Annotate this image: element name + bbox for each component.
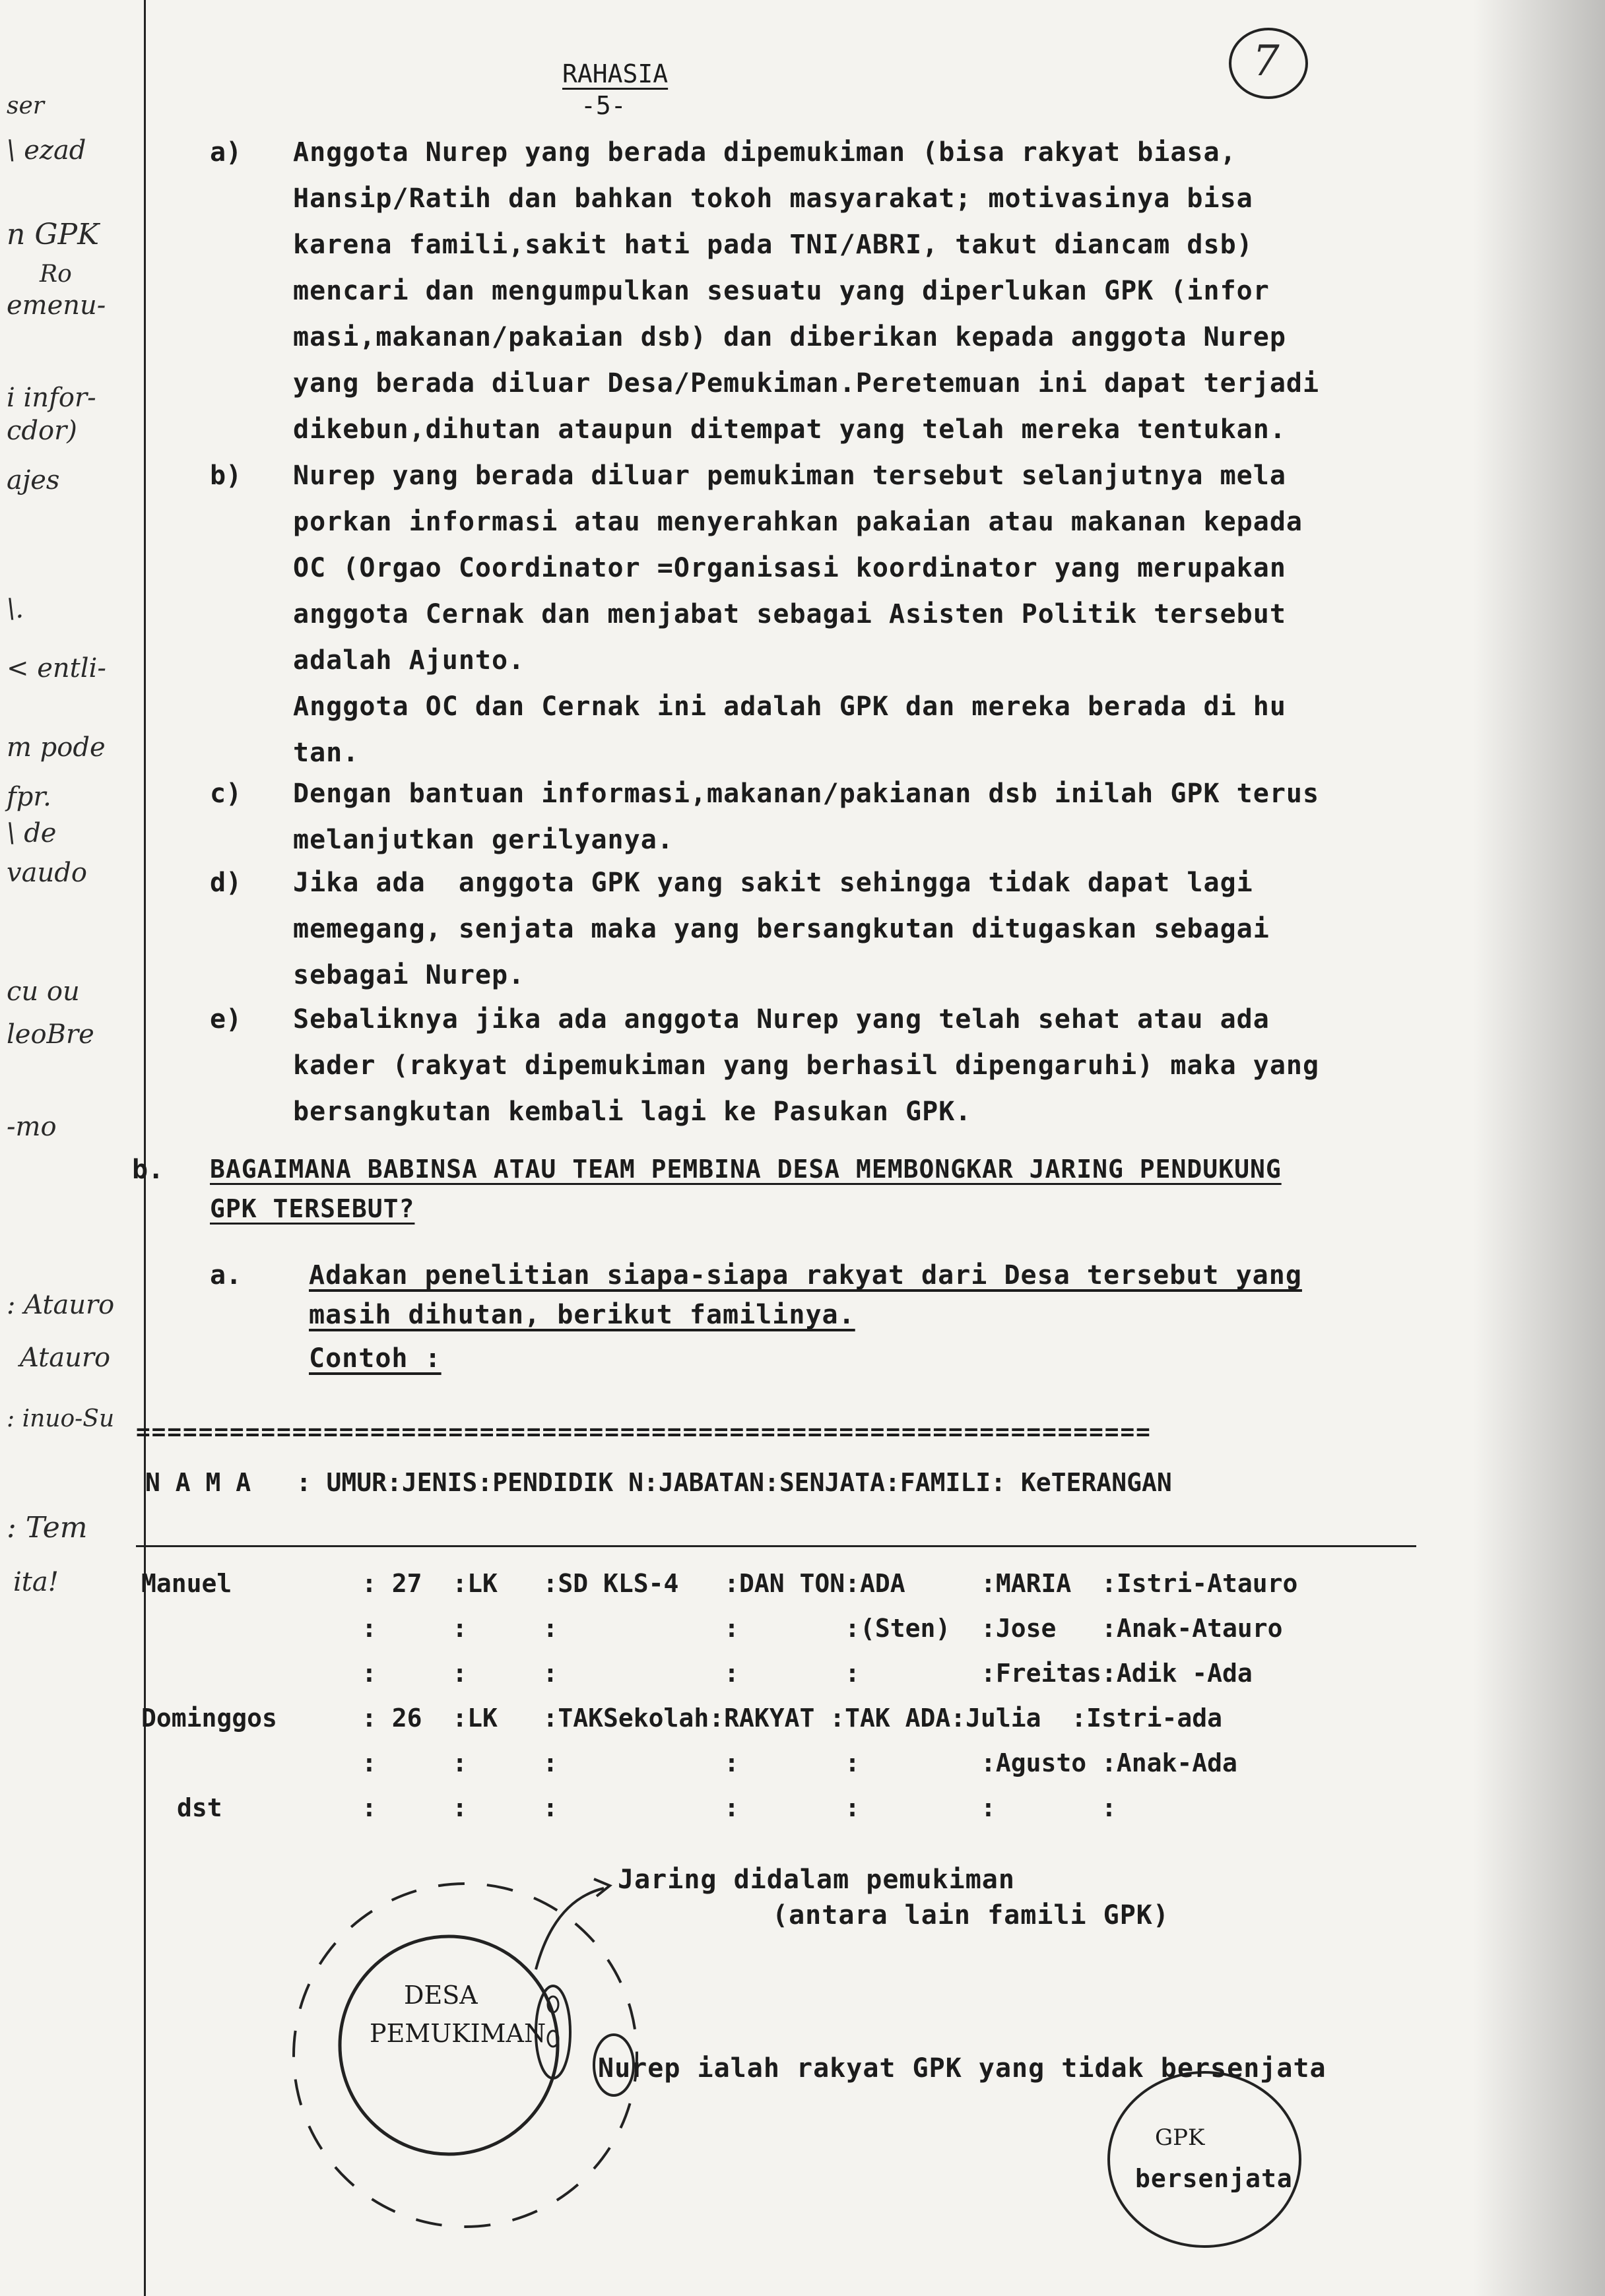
text-line: Hansip/Ratih dan bahkan tokoh masyarakat; motivasinya bisa <box>293 183 1253 214</box>
margin-note: : inuo-Su <box>7 1405 115 1432</box>
table-row: : : : : : :Agusto :Anak-Ada <box>362 1748 1237 1777</box>
margin-note: \ ezad <box>7 135 86 166</box>
nurep-definition: Nurep ialah rakyat GPK yang tidak bersenjata <box>598 2053 1327 2084</box>
diagram-caption: (antara lain famili GPK) <box>772 1900 1169 1930</box>
text-line: yang berada diluar Desa/Pemukiman.Peretemuan ini dapat terjadi <box>293 368 1320 399</box>
table-row-name: Dominggos <box>141 1704 277 1733</box>
margin-note: i infor- <box>7 383 96 413</box>
margin-note: \. <box>7 594 24 624</box>
table-row-name: dst <box>177 1793 222 1822</box>
item-marker: a) <box>210 137 242 168</box>
diagram-caption: Jaring didalam pemukiman <box>618 1865 1015 1895</box>
page-number: -5- <box>581 91 626 120</box>
table-rule: ================================================================= <box>136 1419 1152 1446</box>
margin-note: -mo <box>7 1112 57 1142</box>
margin-note: < entli- <box>7 653 106 684</box>
text-line: anggota Cernak dan menjabat sebagai Asisten Politik tersebut <box>293 599 1286 629</box>
circled-number-text: 7 <box>1253 37 1280 86</box>
text-line: kader (rakyat dipemukiman yang berhasil dipengaruhi) maka yang <box>293 1050 1320 1081</box>
example-label: Contoh : <box>309 1343 442 1374</box>
gpk-label: GPK <box>1155 2124 1205 2151</box>
table-row-name: Manuel <box>141 1569 232 1598</box>
table-header: N A M A : UMUR:JENIS:PENDIDIK N:JABATAN:SENJATA:FAMILI: KeTERANGAN <box>145 1468 1172 1497</box>
item-marker: c) <box>210 779 242 809</box>
text-line: sebagai Nurep. <box>293 960 525 990</box>
section-heading-line: GPK TERSEBUT? <box>210 1194 415 1223</box>
gpk-circle <box>1109 2072 1300 2247</box>
table-row: : : : : : : : <box>362 1793 1117 1822</box>
text-line: porkan informasi atau menyerahkan pakaian atau makanan kepada <box>293 507 1303 537</box>
gpk-label: bersenjata <box>1135 2164 1293 2193</box>
text-line: bersangkutan kembali lagi ke Pasukan GPK. <box>293 1097 972 1127</box>
margin-note: : Atauro <box>7 1290 115 1320</box>
margin-note: \ de <box>7 818 57 848</box>
section-marker: b. <box>132 1155 164 1185</box>
sub-text-line: Adakan penelitian siapa-siapa rakyat dari Desa tersebut yang <box>309 1260 1302 1291</box>
text-line: masi,makanan/pakaian dsb) dan diberikan kepada anggota Nurep <box>293 322 1286 352</box>
margin-note: cu ou <box>7 976 80 1007</box>
outer-dashed-circle <box>294 1884 637 2227</box>
margin-note: : Tem <box>7 1511 88 1545</box>
table-row: : : : : : :Freitas:Adik -Ada <box>362 1659 1253 1688</box>
text-line: karena famili,sakit hati pada TNI/ABRI, takut diancam dsb) <box>293 230 1253 260</box>
table-row: : 26 :LK :TAKSekolah:RAKYAT :TAK ADA:Julia :Istri-ada <box>362 1704 1223 1733</box>
text-line: OC (Orgao Coordinator =Organisasi koordinator yang merupakan <box>293 553 1286 583</box>
margin-note: cdor) <box>7 416 77 446</box>
margin-note: emenu- <box>7 290 106 321</box>
margin-note: ser <box>7 92 44 119</box>
village-label: DESA <box>404 1981 478 2010</box>
margin-note: ita! <box>13 1567 59 1597</box>
item-marker: b) <box>210 461 242 491</box>
text-line: memegang, senjata maka yang bersangkutan ditugaskan sebagai <box>293 914 1270 944</box>
margin-note: n GPK <box>7 218 99 251</box>
table-row: : : : : :(Sten) :Jose :Anak-Atauro <box>362 1614 1283 1643</box>
text-line: Anggota OC dan Cernak ini adalah GPK dan mereka berada di hu <box>293 691 1286 722</box>
item-marker: d) <box>210 868 242 898</box>
arrow-line <box>536 1888 604 1969</box>
text-line: tan. <box>293 738 360 768</box>
sub-marker: a. <box>210 1260 242 1291</box>
margin-note: Atauro <box>20 1343 111 1373</box>
sub-text-line: masih dihutan, berikut familinya. <box>309 1300 855 1330</box>
table-row: : 27 :LK :SD KLS-4 :DAN TON:ADA :MARIA :Istri-Atauro <box>362 1569 1298 1598</box>
text-line: adalah Ajunto. <box>293 645 525 676</box>
text-line: dikebun,dihutan ataupun ditempat yang telah mereka tentukan. <box>293 414 1286 445</box>
margin-note: vaudo <box>7 858 87 888</box>
text-line: Nurep yang berada diluar pemukiman tersebut selanjutnya mela <box>293 461 1286 491</box>
margin-note: m pode <box>7 732 106 763</box>
text-line: mencari dan mengumpulkan sesuatu yang diperlukan GPK (infor <box>293 276 1270 306</box>
classification-header: RAHASIA <box>562 59 669 88</box>
section-heading-line: BAGAIMANA BABINSA ATAU TEAM PEMBINA DESA MEMBONGKAR JARING PENDUKUNG <box>210 1155 1282 1184</box>
text-line: Jika ada anggota GPK yang sakit sehingga tidak dapat lagi <box>293 868 1253 898</box>
text-line: Dengan bantuan informasi,makanan/pakianan dsb inilah GPK terus <box>293 779 1320 809</box>
item-marker: e) <box>210 1004 242 1035</box>
margin-note: Ro <box>40 261 72 288</box>
text-line: melanjutkan gerilyanya. <box>293 825 674 855</box>
village-label: PEMUKIMAN <box>370 2019 546 2048</box>
margin-note: fpr. <box>7 782 51 812</box>
text-line: Anggota Nurep yang berada dipemukiman (bisa rakyat biasa, <box>293 137 1237 168</box>
text-line: Sebaliknya jika ada anggota Nurep yang telah sehat atau ada <box>293 1004 1270 1035</box>
margin-note: ajes <box>7 465 60 495</box>
margin-note: leoBre <box>7 1019 94 1050</box>
